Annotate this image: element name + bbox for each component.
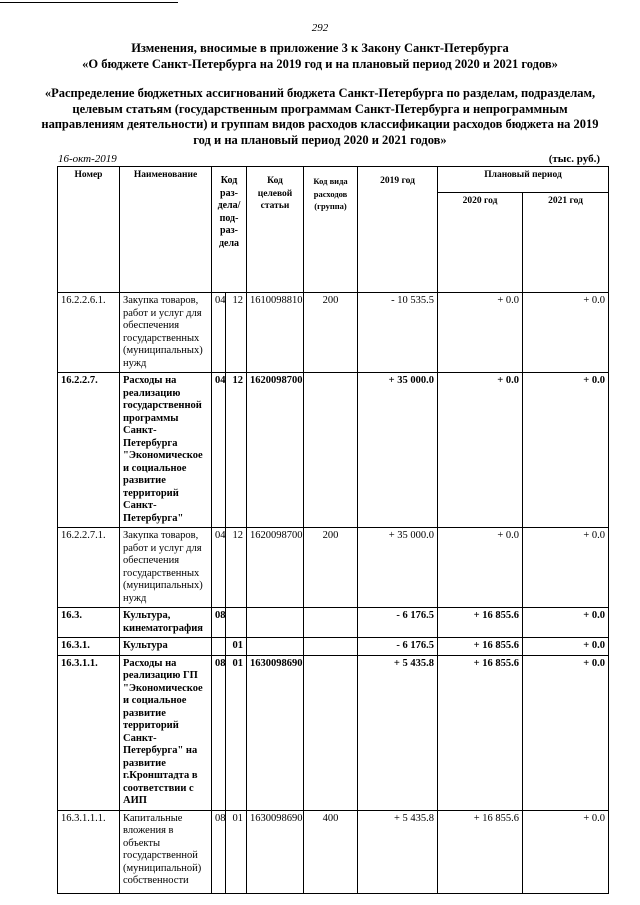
document-date: 16-окт-2019 — [58, 153, 117, 165]
table-row — [58, 293, 609, 373]
row-expense-type: 400 — [304, 810, 358, 893]
row-expense-type: 200 — [304, 293, 358, 373]
budget-table — [57, 166, 609, 894]
appendix-subtitle: «Распределение бюджетных ассигнований бюджета Санкт-Петербурга по разделам, подразделам, целевым статьям (государственным программам Санкт-Петербурга и непрограммным направлениям деятельности) и группам видов расходов классификации расходов бюджета на 2019 год и на плановый период 2020 и 2021 годов» — [41, 86, 599, 147]
row-section: 08 — [212, 810, 226, 893]
table-row — [58, 528, 609, 608]
row-value-2020: + 16 855.6 — [438, 608, 523, 638]
row-subsection: 12 — [226, 293, 247, 373]
row-target-code: 1630098690 — [247, 655, 304, 810]
row-subsection: 12 — [226, 373, 247, 528]
row-value-2020: + 16 855.6 — [438, 810, 523, 893]
row-number: 16.2.2.7.1. — [58, 528, 120, 608]
row-value-2019: + 35 000.0 — [358, 373, 438, 528]
header-2020: 2020 год — [438, 193, 523, 293]
row-value-2021: + 0.0 — [523, 293, 609, 373]
row-number: 16.3.1.1.1. — [58, 810, 120, 893]
row-target-code — [247, 608, 304, 638]
header-name: Наименование — [120, 167, 212, 293]
header-2021: 2021 год — [523, 193, 609, 293]
row-value-2021: + 0.0 — [523, 655, 609, 810]
row-value-2020: + 0.0 — [438, 293, 523, 373]
header-expense-type: Код вида расходов (группа) — [304, 167, 358, 293]
table-row — [58, 373, 609, 528]
row-value-2021: + 0.0 — [523, 810, 609, 893]
table-row — [58, 608, 609, 638]
table-row — [58, 638, 609, 656]
row-name: Капитальные вложения в объекты государственной (муниципальной) собственности — [120, 810, 212, 893]
row-name: Закупка товаров, работ и услуг для обеспечения государственных (муниципальных) нужд — [120, 293, 212, 373]
row-value-2021: + 0.0 — [523, 608, 609, 638]
row-expense-type — [304, 638, 358, 656]
row-expense-type — [304, 655, 358, 810]
row-number: 16.3.1. — [58, 638, 120, 656]
row-target-code: 1630098690 — [247, 810, 304, 893]
row-section: 04 — [212, 293, 226, 373]
row-value-2020: + 16 855.6 — [438, 655, 523, 810]
row-value-2019: + 35 000.0 — [358, 528, 438, 608]
row-value-2021: + 0.0 — [523, 373, 609, 528]
row-value-2019: + 5 435.8 — [358, 655, 438, 810]
row-value-2020: + 0.0 — [438, 373, 523, 528]
row-number: 16.2.2.7. — [58, 373, 120, 528]
row-name: Культура, кинематография — [120, 608, 212, 638]
row-subsection: 01 — [226, 655, 247, 810]
row-number: 16.3. — [58, 608, 120, 638]
header-target-code: Код целевой статьи — [247, 167, 304, 293]
row-subsection — [226, 608, 247, 638]
title-line-2: «О бюджете Санкт-Петербурга на 2019 год и на плановый период 2020 и 2021 годов» — [82, 57, 558, 71]
row-value-2019: - 6 176.5 — [358, 638, 438, 656]
units-label: (тыс. руб.) — [548, 153, 600, 165]
page-number: 292 — [311, 22, 329, 34]
row-section — [212, 638, 226, 656]
document-title — [0, 40, 640, 72]
row-subsection: 12 — [226, 528, 247, 608]
row-subsection: 01 — [226, 810, 247, 893]
row-target-code: 1620098700 — [247, 528, 304, 608]
row-value-2020: + 16 855.6 — [438, 638, 523, 656]
table-row — [58, 810, 609, 893]
row-section: 08 — [212, 655, 226, 810]
row-value-2019: + 5 435.8 — [358, 810, 438, 893]
row-name: Культура — [120, 638, 212, 656]
header-number: Номер — [58, 167, 120, 293]
top-rule — [0, 2, 178, 3]
row-name: Закупка товаров, работ и услуг для обеспечения государственных (муниципальных) нужд — [120, 528, 212, 608]
row-number: 16.3.1.1. — [58, 655, 120, 810]
row-value-2021: + 0.0 — [523, 528, 609, 608]
row-section: 08 — [212, 608, 226, 638]
row-value-2019: - 6 176.5 — [358, 608, 438, 638]
row-number: 16.2.2.6.1. — [58, 293, 120, 373]
row-name: Расходы на реализацию ГП "Экономическое и социальное развитие территорий Санкт-Петербурга" на развитие г.Кронштадта в соответствии с АИП — [120, 655, 212, 810]
row-target-code: 1610098810 — [247, 293, 304, 373]
row-expense-type: 200 — [304, 528, 358, 608]
header-section-code: Код раз-дела/ под-раз-дела — [212, 167, 247, 293]
table-row — [58, 655, 609, 810]
row-name: Расходы на реализацию государственной программы Санкт-Петербурга "Экономическое и социальное развитие территорий Санкт-Петербурга" — [120, 373, 212, 528]
row-value-2019: - 10 535.5 — [358, 293, 438, 373]
row-section: 04 — [212, 373, 226, 528]
header-2019: 2019 год — [358, 167, 438, 293]
row-section: 04 — [212, 528, 226, 608]
title-line-1: Изменения, вносимые в приложение 3 к Закону Санкт-Петербурга — [131, 41, 509, 55]
row-expense-type — [304, 373, 358, 528]
row-value-2021: + 0.0 — [523, 638, 609, 656]
row-target-code — [247, 638, 304, 656]
row-target-code: 1620098700 — [247, 373, 304, 528]
row-value-2020: + 0.0 — [438, 528, 523, 608]
row-expense-type — [304, 608, 358, 638]
header-planned-period: Плановый период — [438, 167, 609, 193]
row-subsection: 01 — [226, 638, 247, 656]
